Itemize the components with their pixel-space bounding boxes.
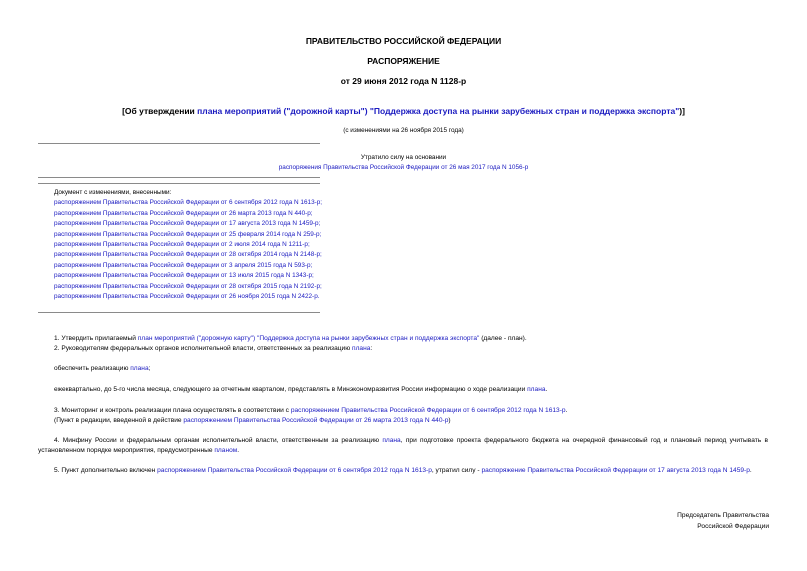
- signature-country: Российской Федерации: [697, 523, 769, 530]
- changes-list: [54, 188, 322, 302]
- plan-link[interactable]: плана: [352, 345, 371, 352]
- paragraph-text: (Пункт в редакции, введенной в действие: [54, 417, 184, 424]
- paragraph-text: (далее - план).: [479, 335, 527, 342]
- change-item-link[interactable]: распоряжением Правительства Российской Федерации от 13 июля 2015 года N 1343-р;: [54, 272, 314, 280]
- change-item-link[interactable]: распоряжением Правительства Российской Федерации от 17 августа 2013 года N 1459-р;: [54, 220, 321, 228]
- divider: [38, 183, 320, 184]
- document-date-number: от 29 июня 2012 года N 1128-р: [340, 76, 467, 86]
- changes-heading: Документ с изменениями, внесенными:: [54, 189, 172, 196]
- paragraph-text: обеспечить реализацию: [54, 365, 131, 372]
- expired-basis-link[interactable]: распоряжения Правительства Российской Федерации от 26 мая 2017 года N 1056-р: [278, 164, 529, 171]
- paragraph-text: 5. Пункт дополнительно включен: [54, 467, 158, 474]
- change-item-link[interactable]: распоряжением Правительства Российской Федерации от 2 июля 2014 года N 1211-р;: [54, 241, 310, 249]
- paragraph-text: , утратил силу -: [431, 467, 482, 474]
- change-item-link[interactable]: распоряжением Правительства Российской Федерации от 25 февраля 2014 года N 259-р;: [54, 230, 322, 238]
- paragraph-text: ежеквартально, до 5-го числа месяца, следующего за отчетным кварталом, представлять в Минэкономразвития России информацию о ходе реализации: [54, 386, 528, 393]
- signature-title: Председатель Правительства: [677, 512, 769, 519]
- paragraph-4: [38, 436, 768, 456]
- paragraph-text: :: [370, 345, 373, 352]
- order-link[interactable]: распоряжением Правительства Российской Федерации от 26 марта 2013 года N 440-р: [183, 417, 449, 424]
- government-heading: ПРАВИТЕЛЬСТВО РОССИЙСКОЙ ФЕДЕРАЦИИ: [305, 36, 502, 46]
- document-title: [0, 106, 807, 116]
- plan-link[interactable]: план мероприятий ("дорожную карту") "Поддержка доступа на рынки зарубежных стран и поддержка экспорта": [137, 335, 480, 342]
- paragraph-text: .: [237, 446, 240, 454]
- amendment-note: (с изменениями на 26 ноября 2015 года): [343, 127, 464, 134]
- title-plan-link[interactable]: плана мероприятий ("дорожной карты") "Поддержка доступа на рынки зарубежных стран и поддержка экспорта": [197, 106, 680, 116]
- paragraph-text: ;: [148, 365, 151, 372]
- paragraph-2-sub-2: [54, 385, 547, 395]
- change-item-link[interactable]: распоряжением Правительства Российской Федерации от 26 ноября 2015 года N 2422-р.: [54, 293, 320, 301]
- plan-link[interactable]: плана: [527, 386, 546, 393]
- change-item-link[interactable]: распоряжением Правительства Российской Федерации от 28 октября 2015 года N 2192-р;: [54, 282, 322, 290]
- document-type: РАСПОРЯЖЕНИЕ: [367, 56, 440, 66]
- order-link[interactable]: распоряжением Правительства Российской Федерации от 6 сентября 2012 года N 1613-р: [290, 407, 566, 414]
- plan-link[interactable]: планом: [214, 446, 238, 454]
- paragraph-text: , при подготовке проекта федерального бюджета на очередной финансовый год и плановый период учитывать в установленном порядке мероприятия, предусмотренные: [38, 437, 768, 454]
- paragraph-text: .: [565, 407, 568, 414]
- paragraph-3-note: [54, 416, 451, 426]
- paragraph-2-sub-1: [54, 364, 150, 374]
- change-item-link[interactable]: распоряжением Правительства Российской Федерации от 28 октября 2014 года N 2148-р;: [54, 251, 322, 259]
- change-item-link[interactable]: распоряжением Правительства Российской Федерации от 6 сентября 2012 года N 1613-р;: [54, 199, 323, 207]
- divider: [38, 312, 320, 313]
- change-item-link[interactable]: распоряжением Правительства Российской Федерации от 3 апреля 2015 года N 593-р;: [54, 261, 313, 269]
- paragraph-text: .: [749, 467, 752, 474]
- paragraph-text: 2. Руководителям федеральных органов исполнительной власти, ответственных за реализацию: [54, 345, 352, 352]
- paragraph-2: [54, 344, 372, 354]
- divider: [38, 143, 320, 144]
- change-item-link[interactable]: распоряжением Правительства Российской Федерации от 26 марта 2013 года N 440-р;: [54, 209, 313, 217]
- paragraph-5: [38, 466, 768, 476]
- order-link[interactable]: распоряжение Правительства Российской Федерации от 17 августа 2013 года N 1459-р: [481, 467, 750, 474]
- order-link[interactable]: распоряжением Правительства Российской Федерации от 6 сентября 2012 года N 1613-р: [157, 467, 432, 474]
- title-open: [Об утверждении: [122, 106, 198, 116]
- title-close: )]: [679, 106, 685, 116]
- divider: [38, 177, 320, 178]
- paragraph-text: .: [545, 386, 548, 393]
- plan-link[interactable]: плана: [130, 365, 149, 372]
- paragraph-text: 1. Утвердить прилагаемый: [54, 335, 138, 342]
- expired-label: Утратило силу на основании: [360, 154, 447, 161]
- paragraph-text: 3. Мониторинг и контроль реализации плана осуществлять в соответствии с: [54, 407, 291, 414]
- paragraph-1: [54, 334, 527, 344]
- paragraph-text: ): [448, 417, 451, 424]
- signature-block: [677, 510, 769, 532]
- paragraph-text: 4. Минфину России и федеральным органам исполнительной власти, ответственным за реализацию: [54, 437, 383, 444]
- plan-link[interactable]: плана: [382, 437, 401, 444]
- paragraph-3: [54, 406, 567, 416]
